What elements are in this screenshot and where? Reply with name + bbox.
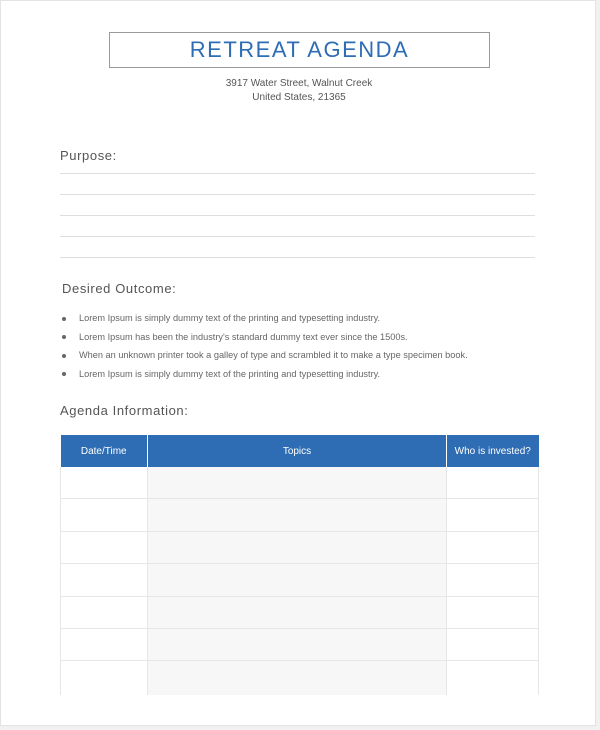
- list-item: Lorem Ipsum is simply dummy text of the printing and typesetting industry.: [61, 365, 468, 384]
- address-line-2: United States, 21365: [252, 92, 346, 103]
- address-line-1: 3917 Water Street, Walnut Creek: [225, 78, 373, 89]
- purpose-line: [60, 194, 535, 195]
- date-time-cell[interactable]: [61, 628, 148, 660]
- agenda-information-heading: Agenda Information:: [60, 403, 189, 418]
- date-time-cell[interactable]: [61, 531, 148, 563]
- date-time-cell[interactable]: [61, 467, 148, 499]
- date-time-cell[interactable]: [61, 564, 148, 596]
- column-header-who-is-invested: Who is invested?: [447, 435, 539, 467]
- table-header-row: [61, 435, 539, 467]
- date-time-cell[interactable]: [61, 661, 148, 696]
- topics-cell[interactable]: [148, 596, 447, 628]
- date-time-cell[interactable]: [61, 499, 148, 531]
- topics-cell[interactable]: [148, 467, 447, 499]
- column-header-date-time: Date/Time: [61, 435, 148, 467]
- list-item: When an unknown printer took a galley of type and scrambled it to make a type specimen book.: [61, 346, 468, 365]
- table-row: [61, 661, 539, 696]
- who-is-invested-cell[interactable]: [447, 499, 539, 531]
- who-is-invested-cell[interactable]: [447, 628, 539, 660]
- topics-cell[interactable]: [148, 628, 447, 660]
- table-row: [61, 564, 539, 596]
- table-row: [61, 531, 539, 563]
- topics-cell[interactable]: [148, 531, 447, 563]
- desired-outcome-list: [61, 309, 468, 383]
- table-row: [61, 499, 539, 531]
- list-item: Lorem Ipsum is simply dummy text of the printing and typesetting industry.: [61, 309, 468, 328]
- agenda-table: [60, 435, 539, 695]
- table-row: [61, 628, 539, 660]
- desired-outcome-heading: Desired Outcome:: [62, 281, 177, 296]
- table-row: [61, 596, 539, 628]
- purpose-line: [60, 257, 535, 258]
- topics-cell[interactable]: [148, 564, 447, 596]
- date-time-cell[interactable]: [61, 596, 148, 628]
- who-is-invested-cell[interactable]: [447, 564, 539, 596]
- table-row: [61, 467, 539, 499]
- column-header-topics: Topics: [148, 435, 447, 467]
- who-is-invested-cell[interactable]: [447, 467, 539, 499]
- purpose-line: [60, 215, 535, 216]
- who-is-invested-cell[interactable]: [447, 531, 539, 563]
- topics-cell[interactable]: [148, 661, 447, 696]
- list-item: Lorem Ipsum has been the industry's standard dummy text ever since the 1500s.: [61, 328, 468, 347]
- who-is-invested-cell[interactable]: [447, 661, 539, 696]
- document-title: RETREAT AGENDA: [189, 37, 410, 62]
- purpose-heading: Purpose:: [60, 148, 117, 163]
- purpose-line: [60, 173, 535, 174]
- topics-cell[interactable]: [148, 499, 447, 531]
- purpose-line: [60, 236, 535, 237]
- title-box: [109, 32, 490, 68]
- who-is-invested-cell[interactable]: [447, 596, 539, 628]
